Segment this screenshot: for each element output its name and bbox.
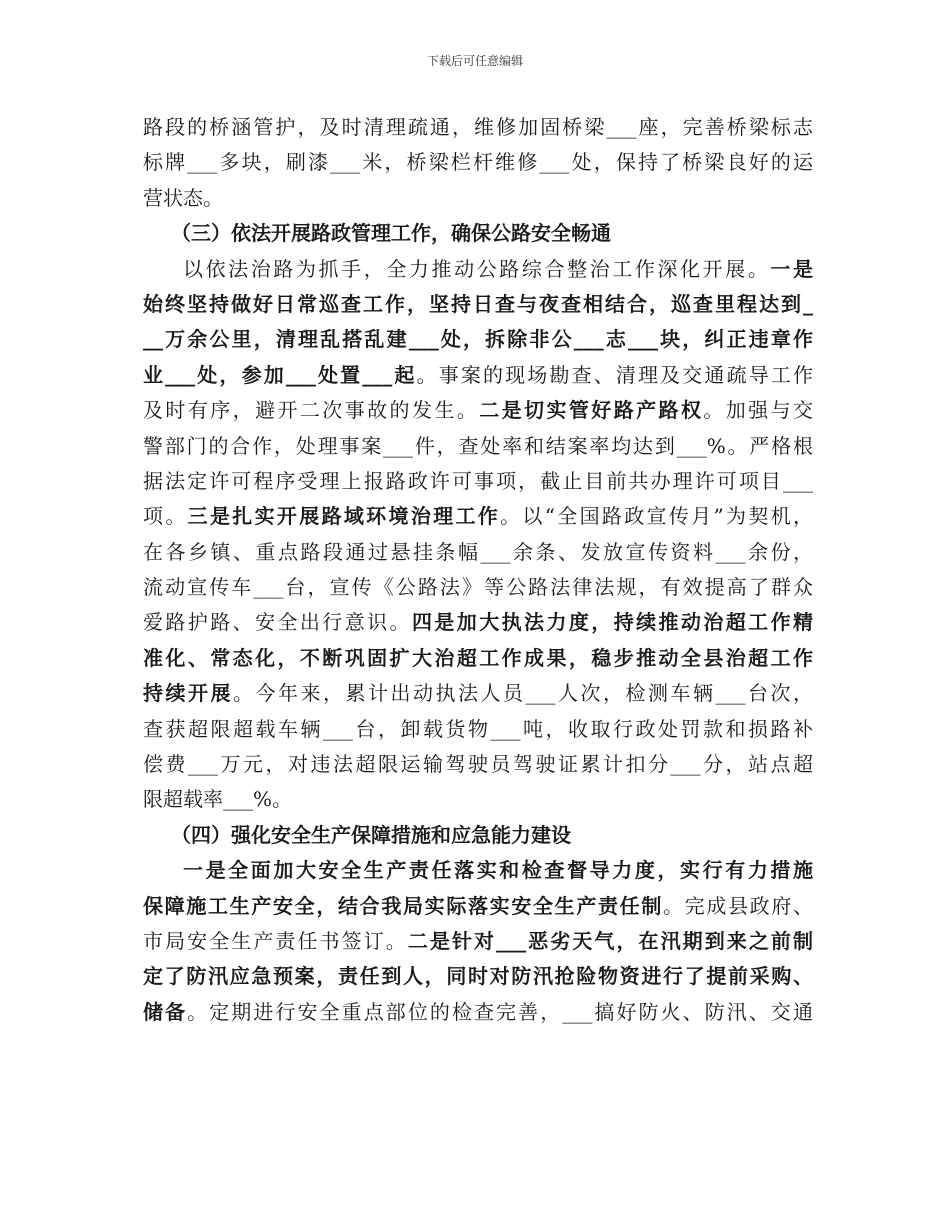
text-run: 。定期进行安全重点部位的检查完善，___搞好防火、防汛、交通 [187,999,813,1024]
text-line [143,358,813,393]
text-run: 以依法治路为抓手，全力推动公路综合整治工作深化开展。 [183,256,771,281]
text-line [143,322,813,357]
bold-text-run: 准化、常态化，不断巩固扩大治超工作成果，稳步推动全县治超工作 [143,645,813,670]
text-line [143,712,813,747]
bold-text-run: __万余公里，清理乱搭乱建___处，拆除非公___志___块，纠正违章作 [143,327,813,352]
bold-text-run: （三）依法开展路政管理工作，确保公路安全畅通 [171,221,611,246]
text-run: 。加强与交 [703,398,813,423]
bold-text-run: 定了防汛应急预案，责任到人，同时对防汛抢险物资进行了提前采购、 [143,964,813,989]
text-line [143,287,813,322]
text-line [143,393,813,428]
document-body [143,110,813,1030]
section-heading [143,818,813,853]
text-line [143,429,813,464]
text-run: 。事案的现场勘查、清理及交通疏导工作 [416,362,813,387]
text-run: 限超载率___%。 [143,787,293,812]
bold-text-run: 三是扎实开展路域环境治理工作 [187,504,501,529]
bold-text-run: 四是加大执法力度，持续推动治超工作精 [411,610,813,635]
text-line [143,995,813,1030]
text-line [143,747,813,782]
bold-text-run: 二是切实管好路产路权 [479,398,704,423]
text-run: 。以“全国路政宣传月”为契机， [500,504,813,529]
text-line [143,499,813,534]
bold-text-run: 保障施工生产安全，结合我局实际落实安全生产责任制 [143,893,663,918]
text-run: 偿费___万元，对违法超限运输驾驶员驾驶证累计扣分___分，站点超 [143,752,813,777]
text-run: 市局安全生产责任书签订。 [143,928,408,953]
text-line [143,181,813,216]
text-run: 警部门的合作，处理事案___件，查处率和结案率均达到___%。严格根 [143,433,813,458]
text-line [143,464,813,499]
text-run: 营状态。 [143,185,223,210]
text-line [143,924,813,959]
text-line [143,252,813,287]
text-run: 查获超限超载车辆___台，卸载货物___吨，收取行政处罚款和损路补 [143,716,813,741]
text-run: 据法定许可程序受理上报路政许可事项，截止目前共办理许可项目___ [143,468,813,493]
bold-text-run: 储备 [143,999,188,1024]
text-line [143,853,813,888]
section-heading [143,216,813,251]
text-line [143,570,813,605]
text-run: 在各乡镇、重点路段通过悬挂条幅___余条、发放宣传资料___余份， [143,539,813,564]
text-run: 爱路护路、安全出行意识。 [143,610,412,635]
text-line [143,959,813,994]
bold-text-run: 一是 [770,256,813,281]
bold-text-run: （四）强化安全生产保障措施和应急能力建设 [171,822,571,847]
text-run: 。今年来，累计出动执法人员___人次，检测车辆___台次， [233,681,813,706]
bold-text-run: 业___处，参加___处置___起 [143,362,417,387]
text-line [143,605,813,640]
text-run: 及时有序，避开二次事故的发生。 [143,398,480,423]
text-run: 标牌___多块，刷漆___米，桥梁栏杆维修___处，保持了桥梁良好的运 [143,150,813,175]
text-run: 。完成县政府、 [663,893,813,918]
text-line [143,110,813,145]
bold-text-run: 始终坚持做好日常巡查工作，坚持日查与夜查相结合，巡查里程达到_ [143,291,813,316]
bold-text-run: 持续开展 [143,681,233,706]
text-line [143,641,813,676]
bold-text-run: 二是针对___恶劣天气，在汛期到来之前制 [407,928,813,953]
bold-text-run: 一是全面加大安全生产责任落实和检查督导力度，实行有力措施 [183,858,813,883]
text-line [143,145,813,180]
text-line [143,535,813,570]
text-line [143,676,813,711]
text-run: 路段的桥涵管护，及时清理疏通，维修加固桥梁___座，完善桥梁标志 [143,115,813,139]
page-header: 下载后可任意编辑 [426,54,523,68]
text-run: 流动宣传车___台，宣传《公路法》等公路法律法规，有效提高了群众 [143,575,813,600]
text-run: 项。 [143,504,188,529]
text-line [143,782,813,817]
text-line [143,889,813,924]
